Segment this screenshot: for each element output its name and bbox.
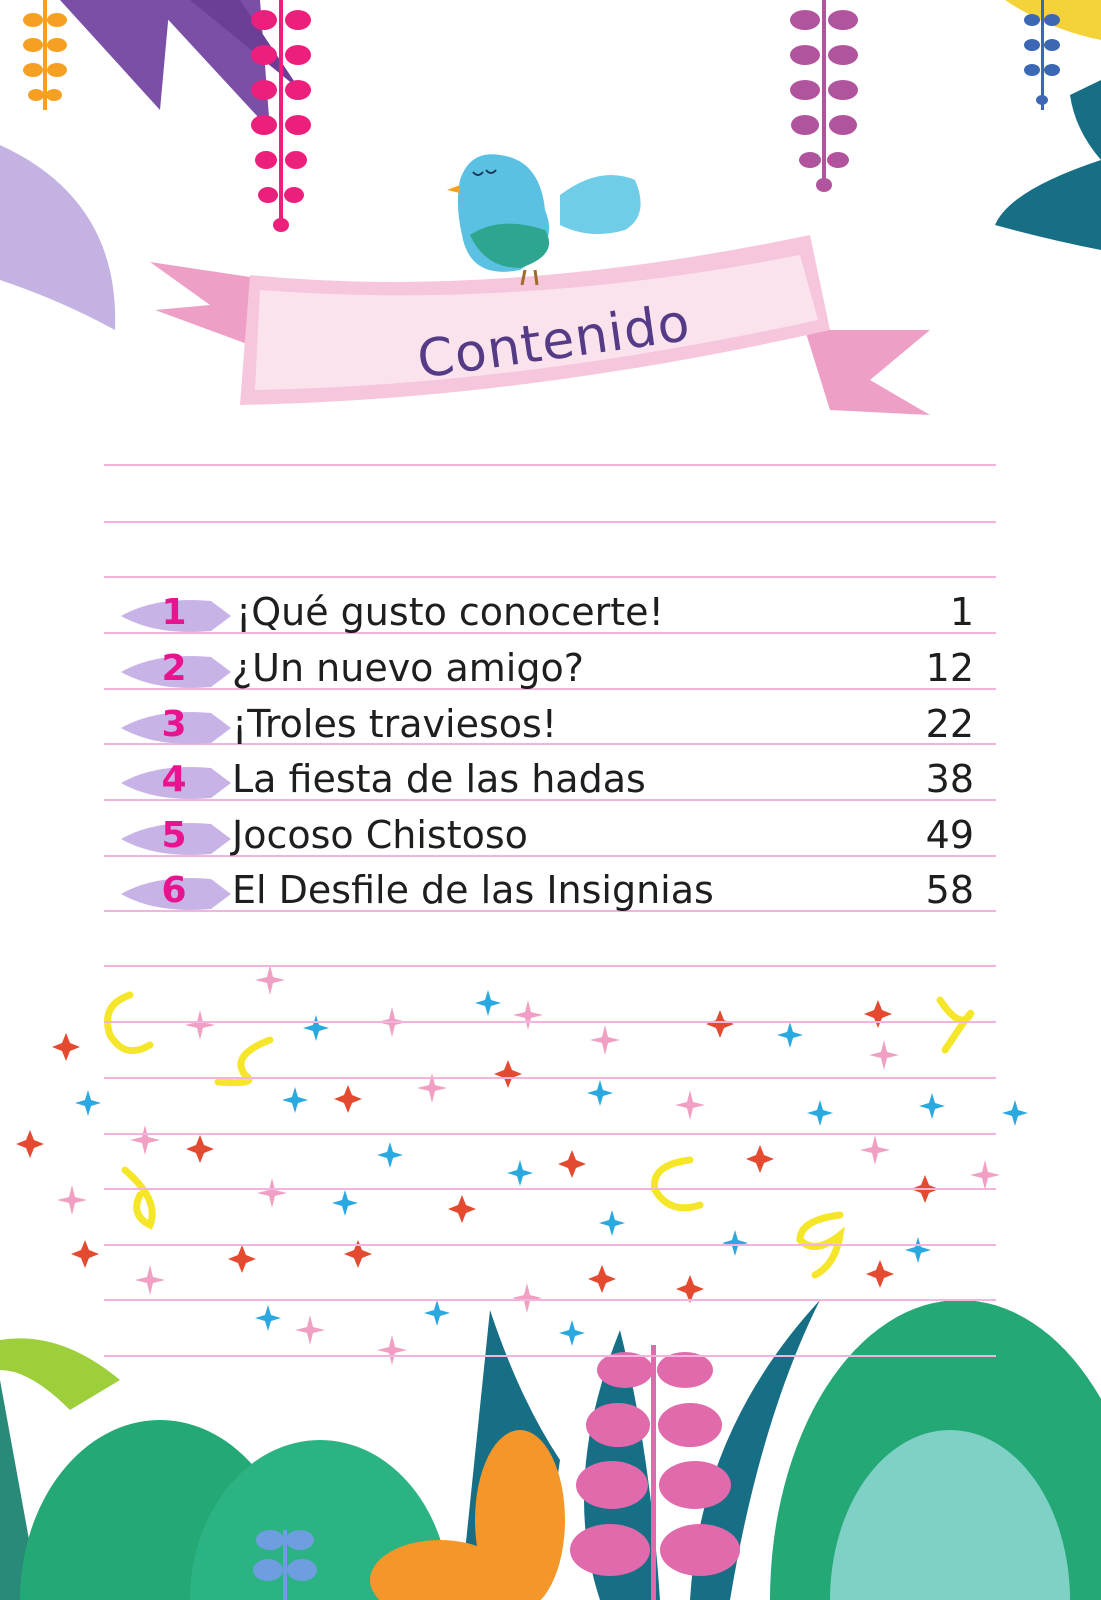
chapter-number: 3 [161,704,187,745]
rule-line [104,1244,996,1246]
chapter-number: 4 [161,759,187,800]
chapter-number: 6 [161,870,187,911]
toc-entry[interactable] [104,811,996,867]
toc-entry[interactable] [104,644,996,700]
rule-line [104,965,996,967]
page-title: Contenido [413,292,695,391]
bird-icon [447,154,641,285]
rule-line [104,1188,996,1190]
chapter-page: 1 [949,590,974,634]
chapter-page: 22 [925,702,974,746]
toc-entry[interactable] [104,588,996,644]
rule-line [104,1077,996,1079]
purple-vine-icon [790,0,858,192]
chapter-page: 12 [925,646,974,690]
rule-line [104,576,996,578]
chapter-number: 1 [161,592,187,633]
chapter-title: Jocoso Chistoso [232,813,528,857]
chapter-number: 5 [161,815,187,856]
lavender-leaf-icon [0,145,115,330]
toc-entry[interactable] [104,700,996,756]
chapter-number: 2 [161,648,187,689]
toc-entry[interactable] [104,866,996,922]
bottom-foliage-icon [0,1300,1101,1600]
rule-line [104,1299,996,1301]
toc-entry[interactable] [104,755,996,811]
chapter-page: 49 [925,813,974,857]
confetti-stars-icon [16,965,1028,1365]
orange-vine-icon [23,0,67,110]
chapter-page: 58 [925,868,974,912]
rule-line [104,1021,996,1023]
chapter-title: ¿Un nuevo amigo? [232,646,584,690]
teal-leaf-icon [995,80,1101,250]
rule-line [104,464,996,466]
rule-line [104,1355,996,1357]
chapter-page: 38 [925,757,974,801]
chapter-title: El Desfile de las Insignias [232,868,714,912]
rule-line [104,521,996,523]
chapter-title: ¡Troles traviesos! [232,702,558,746]
chapter-title: ¡Qué gusto conocerte! [236,590,664,634]
chapter-title: La fiesta de las hadas [232,757,646,801]
rule-line [104,1133,996,1135]
